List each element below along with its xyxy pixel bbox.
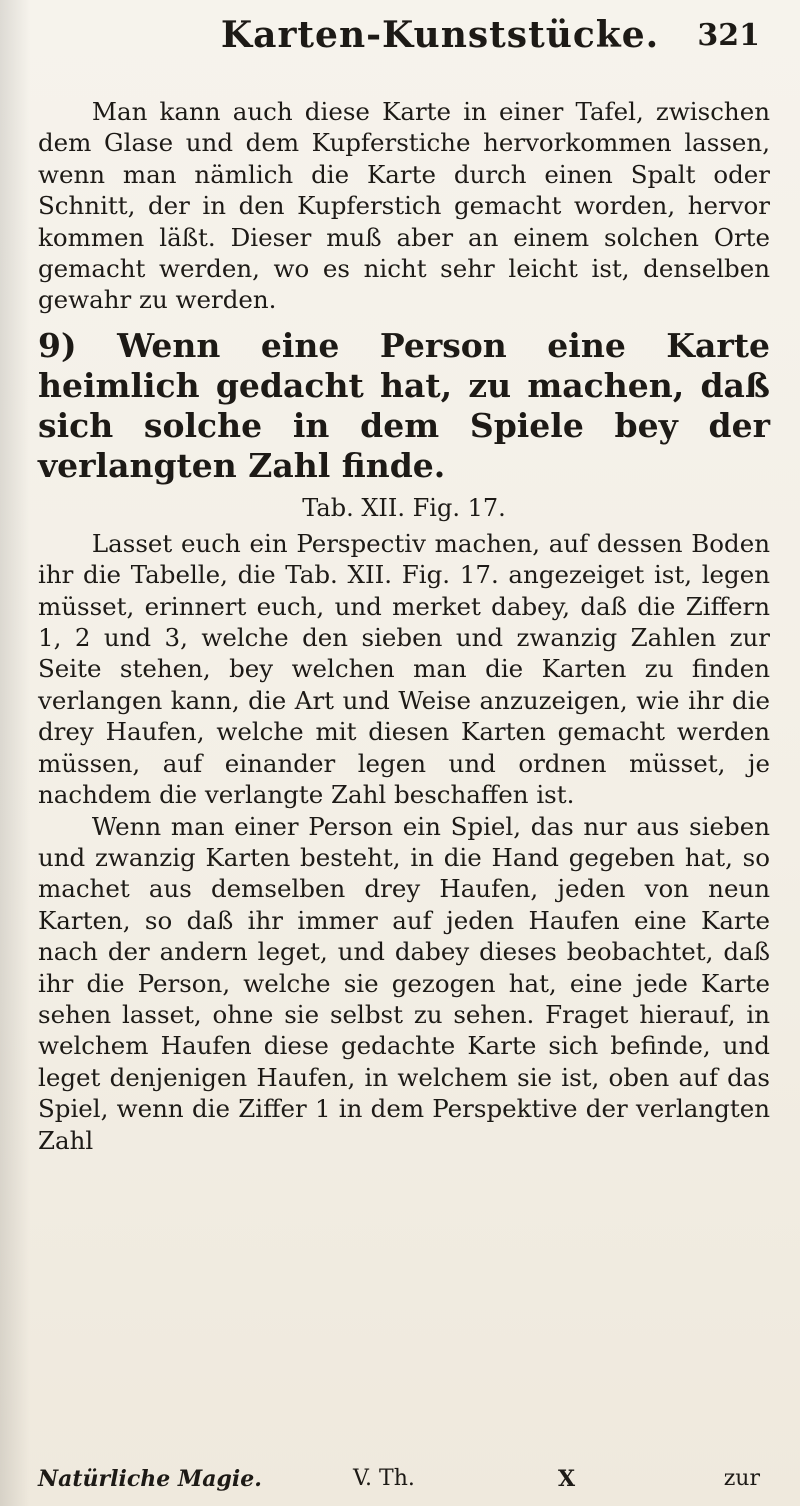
paragraph: Wenn man einer Person ein Spiel, das nur aus sieben und zwanzig Karten besteht, in die Hand gegeben hat, so machet aus demselben drey Haufen, jeden von neun Karten, so daß ihr immer auf jeden Haufen eine Karte nach der andern leget, und dabey dieses beobachtet, daß ihr die Person, welche sie gezogen hat, eine jede Karte sehen lasset, ohne sie selbst zu sehen. Fraget hierauf, in welchem Haufen diese gedachte Karte sich befinde, und leget denjenigen Haufen, in welchem sie ist, oben auf das Spiel, wenn die Ziffer 1 in dem Perspektive der verlangten Zahl (38, 811, 770, 1155)
page-text (38, 96, 770, 1156)
running-head (120, 14, 760, 64)
page-footer (38, 1466, 760, 1500)
footer-volume: V. Th. (353, 1466, 415, 1491)
running-head-title: Karten-Kunststücke. (220, 14, 660, 56)
signature-mark: X (558, 1466, 576, 1492)
page-gutter-shadow (0, 0, 30, 1506)
paragraph: Lasset euch ein Perspectiv machen, auf dessen Boden ihr die Tabelle, die Tab. XII. Fig. 17. angezeiget ist, legen müsset, erinnert euch, und merket dabey, daß die Ziffern 1, 2 und 3, welche den sieben und zwanzig Zahlen zur Seite stehen, bey welchen man die Karten zu finden verlangen kann, die Art und Weise anzuzeigen, wie ihr die drey Haufen, welche mit diesen Karten gemacht werden müssen, auf einander legen und ordnen müsset, je nachdem die verlangte Zahl beschaffen ist. (38, 528, 770, 810)
paragraph: Man kann auch diese Karte in einer Tafel, zwischen dem Glase und dem Kupferstiche hervorkommen lassen, wenn man nämlich die Karte durch einen Spalt oder Schnitt, der in den Kupferstich gemacht worden, hervor kommen läßt. Dieser muß aber an einem solchen Orte gemacht werden, wo es nicht sehr leicht ist, denselben gewahr zu werden. (38, 97, 770, 315)
page-number: 321 (697, 18, 760, 53)
footer-title: Natürliche Magie. (38, 1466, 262, 1492)
section-heading: 9) Wenn eine Person eine Karte heimlich gedacht hat, zu machen, daß sich solche in dem Spiele bey der verlangten Zahl finde. (38, 325, 770, 485)
catchword: zur (723, 1466, 760, 1491)
figure-reference: Tab. XII. Fig. 17. (302, 493, 506, 522)
